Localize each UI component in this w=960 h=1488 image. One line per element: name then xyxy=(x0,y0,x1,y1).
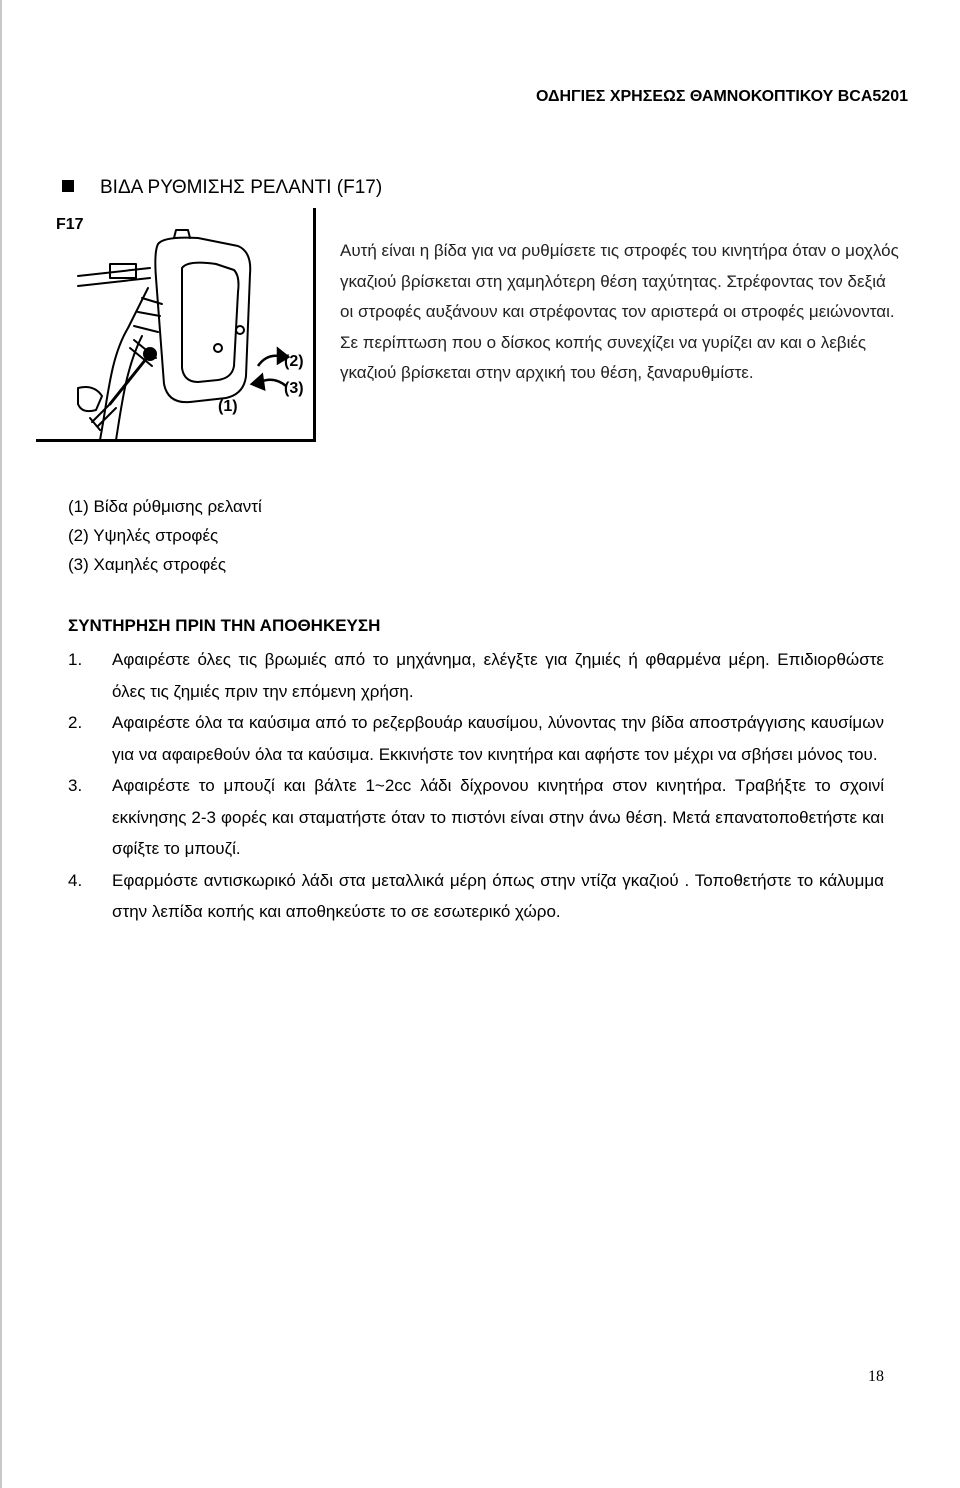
figure-callout-1: (1) xyxy=(218,398,238,415)
linkage-rod xyxy=(78,278,150,286)
list-item-number: 1. xyxy=(68,650,83,669)
carburetor-illustration xyxy=(38,208,314,440)
rotation-arrow-clockwise-icon xyxy=(258,356,280,366)
list-item-number: 2. xyxy=(68,713,83,732)
arrowhead xyxy=(252,375,264,389)
cover-knob xyxy=(214,344,222,352)
list-item xyxy=(68,770,884,865)
square-bullet-icon xyxy=(62,180,74,192)
linkage-rod xyxy=(78,268,150,276)
maintenance-list xyxy=(68,644,884,928)
engine-block-lines xyxy=(134,298,162,332)
cover-knob xyxy=(236,326,244,334)
section-title xyxy=(62,177,382,199)
list-item xyxy=(68,707,884,770)
figure-legend xyxy=(68,492,262,579)
page-number: 18 xyxy=(868,1368,884,1385)
list-item-number: 3. xyxy=(68,776,83,795)
legend-item: (3) Χαμηλές στροφές xyxy=(68,555,227,574)
maintenance-title: ΣΥΝΤΗΡΗΣΗ ΠΡΙΝ ΤΗΝ ΑΠΟΘΗΚΕΥΣΗ xyxy=(68,616,381,635)
list-item-text: Εφαρμόστε αντισκωρικό λάδι στα μεταλλικά μέρη όπως στην ντίζα γκαζιού . Τοποθετήστε το κάλυμμα στην λεπίδα κοπής και αποθηκεύστε το σε εσωτερικό χώρο. xyxy=(112,870,884,921)
list-item-number: 4. xyxy=(68,870,83,890)
list-item-text: Αφαιρέστε όλα τα καύσιμα από το ρεζερβουάρ καυσίμου, λύνοντας την βίδα αποστράγγισης καυσίμων για να αφαιρεθούν όλα τα καύσιμα. Εκκινήστε τον κινητήρα και αφήστε τον μέχρι να σβήσει μόνος του. xyxy=(112,713,884,764)
screwdriver-shaft xyxy=(110,354,150,404)
hand-outline xyxy=(78,387,102,411)
figure-callout-2: (2) xyxy=(284,353,304,370)
section-title-text: ΒΙΔΑ ΡΥΘΜΙΣΗΣ ΡΕΛΑΝΤΙ (F17) xyxy=(100,177,383,198)
legend-item: (1) Βίδα ρύθμισης ρελαντί xyxy=(68,497,262,516)
legend-item: (2) Υψηλές στροφές xyxy=(68,526,219,545)
air-filter-inner-panel xyxy=(182,263,239,382)
list-item xyxy=(68,865,884,928)
figure-callout-3: (3) xyxy=(284,380,304,397)
page-edge xyxy=(0,0,2,1488)
list-item xyxy=(68,644,884,707)
hose-line xyxy=(116,336,142,440)
intro-paragraph: Αυτή είναι η βίδα για να ρυθμίσετε τις στροφές του κινητήρα όταν ο μοχλός γκαζιού βρίσκεται στη χαμηλότερη θέση ταχύτητας. Στρέφοντας τον δεξιά οι στροφές αυξάνουν και στρέφοντας τον αριστερά οι στροφές μειώνονται. Σε περίπτωση που ο δίσκος κοπής συνεχίζει να γυρίζει αν και ο λεβιές γκαζιού βρίσκεται στην αρχική του θέση, ξαναρυθμίστε. xyxy=(340,241,899,383)
figure-label: F17 xyxy=(56,216,84,233)
page-header-title: ΟΔΗΓΙΕΣ ΧΡΗΣΕΩΣ ΘΑΜΝΟΚΟΠΤΙΚΟΥ BCA5201 xyxy=(535,88,908,105)
list-item-text: Αφαιρέστε το μπουζί και βάλτε 1~2cc λάδι δίχρονου κινητήρα στον κινητήρα. Τραβήξτε το σχοινί εκκίνησης 2-3 φορές και σταματήστε όταν το πιστόνι είναι στην άνω θέση. Μετά επανατοποθετήστε και σφίξτε το μπουζί. xyxy=(112,776,884,858)
list-item-text: Αφαιρέστε όλες τις βρωμιές από το μηχάνημα, ελέγξτε για ζημιές ή φθαρμένα μέρη. Επιδιορθώστε όλες τις ζημιές πριν την επόμενη χρήση. xyxy=(112,650,884,701)
